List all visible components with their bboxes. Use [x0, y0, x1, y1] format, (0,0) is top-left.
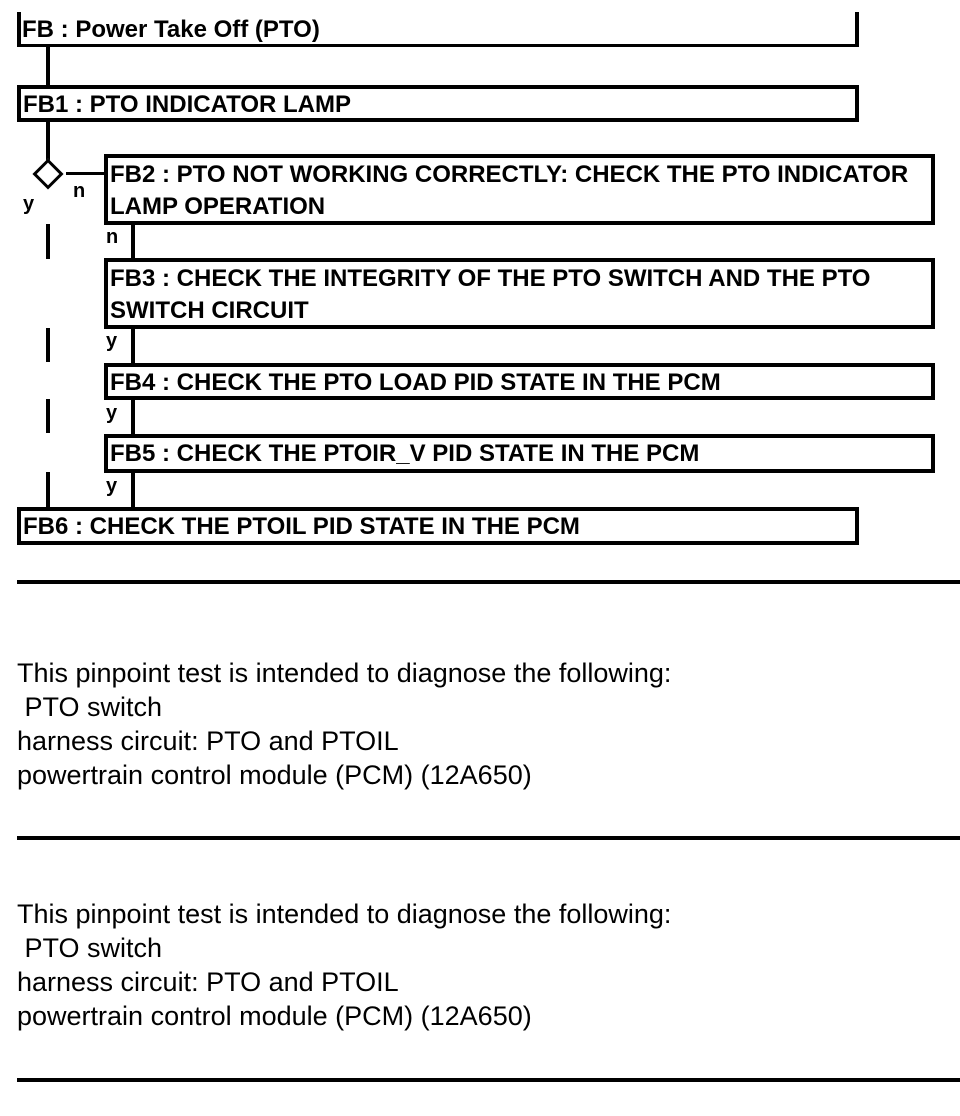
- yes-branch-segment: [46, 224, 50, 259]
- step-fb3-label: FB3 : CHECK THE INTEGRITY OF THE PTO SWITCH AND THE PTO SWITCH CIRCUIT: [110, 265, 871, 324]
- fb4-fb5-label: y: [106, 402, 118, 424]
- description-item: powertrain control module (PCM) (12A650): [17, 1001, 532, 1031]
- step-fb4[interactable]: [104, 363, 935, 400]
- connector-fb5-fb6: [131, 472, 135, 508]
- description-item: PTO switch: [17, 933, 163, 963]
- header-right-edge: [855, 12, 859, 47]
- connector-fb1-decision: [46, 121, 50, 161]
- header-bottom-edge: [17, 44, 859, 47]
- yes-branch-segment: [46, 472, 50, 510]
- step-fb6[interactable]: [17, 507, 859, 545]
- fb2-fb3-label: n: [106, 226, 119, 248]
- decision-no-label: n: [73, 180, 86, 202]
- step-fb4-label: FB4 : CHECK THE PTO LOAD PID STATE IN THE PCM: [110, 369, 721, 396]
- fb3-fb4-label: y: [106, 330, 118, 352]
- header-title: FB : Power Take Off (PTO): [22, 16, 320, 43]
- description-block: [17, 656, 917, 792]
- step-fb6-label: FB6 : CHECK THE PTOIL PID STATE IN THE PCM: [23, 513, 580, 540]
- connector-decision-fb2: [66, 172, 106, 175]
- fb5-fb6-label: y: [106, 475, 118, 497]
- step-fb3[interactable]: [104, 258, 935, 329]
- yes-branch-segment: [46, 399, 50, 433]
- description-intro: This pinpoint test is intended to diagnose the following:: [17, 658, 672, 688]
- description-intro: This pinpoint test is intended to diagnose the following:: [17, 899, 672, 929]
- description-item: harness circuit: PTO and PTOIL: [17, 967, 399, 997]
- decision-diamond: [32, 158, 63, 189]
- step-fb5[interactable]: [104, 434, 935, 473]
- connector-fb2-fb3: [131, 224, 135, 260]
- divider: [17, 1078, 960, 1082]
- divider: [17, 836, 960, 840]
- description-item: harness circuit: PTO and PTOIL: [17, 726, 399, 756]
- step-fb1[interactable]: [17, 85, 859, 122]
- connector-fb3-fb4: [131, 328, 135, 365]
- step-fb2-label: FB2 : PTO NOT WORKING CORRECTLY: CHECK THE PTO INDICATOR LAMP OPERATION: [110, 161, 909, 220]
- step-fb2[interactable]: [104, 154, 935, 225]
- divider: [17, 580, 960, 584]
- step-fb5-label: FB5 : CHECK THE PTOIR_V PID STATE IN THE PCM: [110, 440, 700, 467]
- step-fb1-label: FB1 : PTO INDICATOR LAMP: [23, 91, 352, 118]
- description-block: [17, 897, 917, 1033]
- description-item: PTO switch: [17, 692, 163, 722]
- description-item: powertrain control module (PCM) (12A650): [17, 760, 532, 790]
- decision-yes-label: y: [23, 193, 35, 215]
- connector-header-fb1: [46, 46, 50, 86]
- connector-fb4-fb5: [131, 399, 135, 436]
- yes-branch-segment: [46, 328, 50, 362]
- header-left-edge: [17, 12, 21, 47]
